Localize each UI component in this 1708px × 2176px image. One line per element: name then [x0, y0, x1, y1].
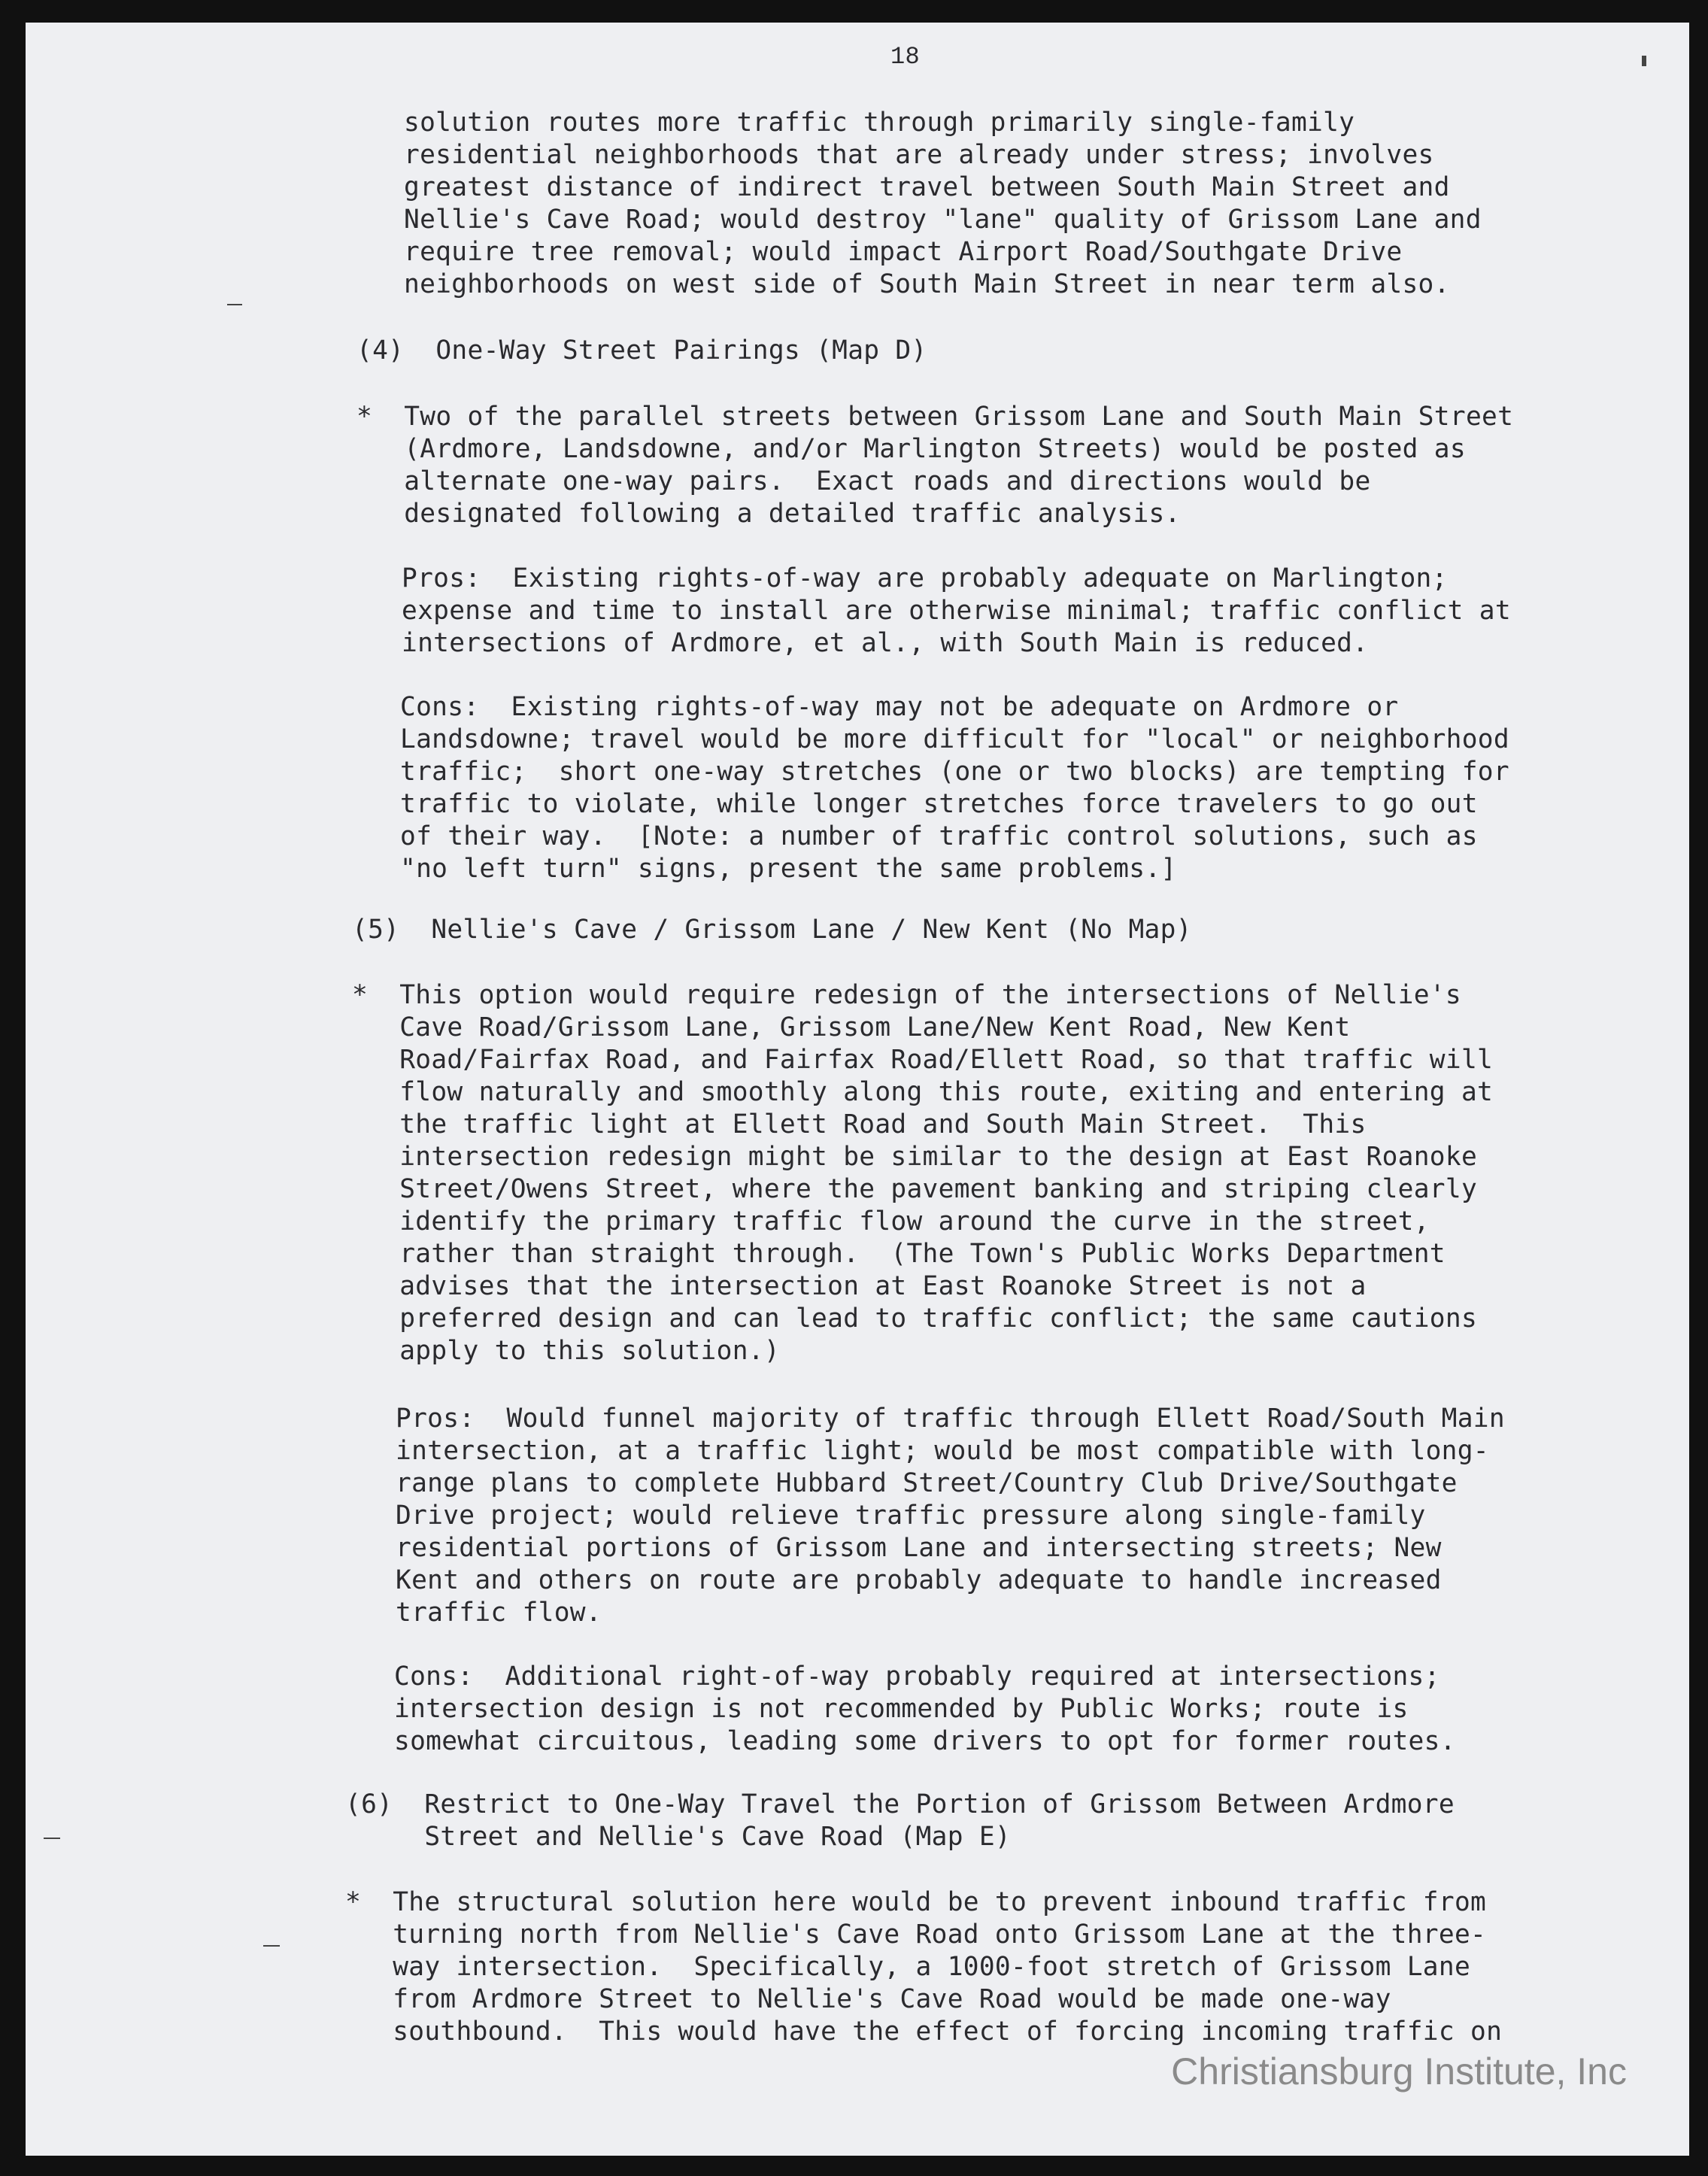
text-line: intersection design is not recommended by Public Works; route is [394, 1694, 1409, 1724]
text-line: of their way. [Note: a number of traffic control solutions, such as [400, 821, 1478, 851]
text-line: residential portions of Grissom Lane and intersecting streets; New [396, 1533, 1442, 1563]
pros-paragraph-4 [402, 563, 1511, 660]
continued-paragraph [404, 107, 1482, 301]
text-line: expense and time to install are otherwise minimal; traffic conflict at [402, 596, 1511, 626]
text-line: traffic to violate, while longer stretches force travelers to go out [400, 789, 1478, 819]
text-line: way intersection. Specifically, a 1000-foot stretch of Grissom Lane [345, 1952, 1471, 1982]
text-line: rather than straight through. (The Town's Public Works Department [352, 1239, 1446, 1269]
margin-mark [263, 1945, 280, 1947]
text-line: Pros: Would funnel majority of traffic through Ellett Road/South Main [396, 1404, 1505, 1434]
section-heading-4 [356, 335, 927, 367]
margin-mark [1642, 56, 1646, 66]
bullet-paragraph-4 [356, 401, 1513, 530]
document-page [26, 23, 1689, 2156]
text-line: * The structural solution here would be to prevent inbound traffic from [345, 1887, 1487, 1917]
text-line: Pros: Existing rights-of-way are probably adequate on Marlington; [402, 563, 1448, 593]
text-line: Road/Fairfax Road, and Fairfax Road/Ellett Road, so that traffic will [352, 1045, 1494, 1075]
text-line: somewhat circuitous, leading some drivers to opt for former routes. [394, 1726, 1456, 1756]
text-line: apply to this solution.) [352, 1336, 780, 1366]
bullet-paragraph-6 [345, 1886, 1502, 2048]
bullet-paragraph-5 [352, 979, 1493, 1367]
text-line: neighborhoods on west side of South Main Street in near term also. [404, 269, 1450, 299]
text-line: advises that the intersection at East Roanoke Street is not a [352, 1271, 1367, 1301]
text-line: Street and Nellie's Cave Road (Map E) [345, 1822, 1011, 1852]
text-line: (4) One-Way Street Pairings (Map D) [356, 335, 927, 366]
text-line: alternate one-way pairs. Exact roads and directions would be [356, 466, 1371, 496]
cons-paragraph-4 [400, 691, 1509, 885]
text-line: southbound. This would have the effect of forcing incoming traffic on [345, 2017, 1503, 2047]
text-line: range plans to complete Hubbard Street/Country Club Drive/Southgate [396, 1468, 1458, 1498]
section-heading-6 [345, 1789, 1455, 1853]
text-line: traffic flow. [396, 1598, 602, 1628]
text-line: intersections of Ardmore, et al., with South Main is reduced. [402, 628, 1369, 658]
text-line: Kent and others on route are probably adequate to handle increased [396, 1565, 1442, 1595]
text-line: traffic; short one-way stretches (one or two blocks) are tempting for [400, 757, 1509, 787]
text-line: "no left turn" signs, present the same problems.] [400, 854, 1177, 884]
text-line: Drive project; would relieve traffic pressure along single-family [396, 1501, 1426, 1531]
cons-paragraph-5 [394, 1661, 1456, 1758]
text-line: solution routes more traffic through primarily single-family [404, 108, 1355, 138]
text-line: (5) Nellie's Cave / Grissom Lane / New Kent (No Map) [352, 915, 1192, 945]
text-line: Cave Road/Grissom Lane, Grissom Lane/New Kent Road, New Kent [352, 1012, 1351, 1042]
margin-mark [44, 1838, 60, 1839]
text-line: turning north from Nellie's Cave Road onto Grissom Lane at the three- [345, 1920, 1487, 1950]
text-line: Cons: Existing rights-of-way may not be adequate on Ardmore or [400, 692, 1399, 722]
watermark: Christiansburg Institute, Inc [1171, 2050, 1627, 2093]
text-line: designated following a detailed traffic analysis. [356, 499, 1181, 529]
text-line: preferred design and can lead to traffic conflict; the same cautions [352, 1303, 1478, 1334]
text-line: Nellie's Cave Road; would destroy "lane" quality of Grissom Lane and [404, 205, 1482, 235]
text-line: intersection, at a traffic light; would be most compatible with long- [396, 1436, 1489, 1466]
margin-mark [227, 304, 242, 305]
text-line: Street/Owens Street, where the pavement banking and striping clearly [352, 1174, 1478, 1204]
text-line: (Ardmore, Landsdowne, and/or Marlington Streets) would be posted as [356, 434, 1466, 464]
pros-paragraph-5 [396, 1403, 1505, 1629]
text-line: intersection redesign might be similar to the design at East Roanoke [352, 1142, 1478, 1172]
text-line: Cons: Additional right-of-way probably required at intersections; [394, 1662, 1440, 1692]
text-line: (6) Restrict to One-Way Travel the Portion of Grissom Between Ardmore [345, 1789, 1455, 1819]
text-line: residential neighborhoods that are already under stress; involves [404, 140, 1434, 170]
text-line: the traffic light at Ellett Road and South Main Street. This [352, 1109, 1367, 1140]
section-heading-5 [352, 914, 1192, 946]
text-line: * This option would require redesign of the intersections of Nellie's [352, 980, 1461, 1010]
text-line: * Two of the parallel streets between Grissom Lane and South Main Street [356, 402, 1514, 432]
text-line: identify the primary traffic flow around the curve in the street, [352, 1206, 1430, 1237]
text-line: from Ardmore Street to Nellie's Cave Road would be made one-way [345, 1984, 1391, 2014]
text-line: Landsdowne; travel would be more difficult for "local" or neighborhood [400, 724, 1509, 754]
text-line: require tree removal; would impact Airport Road/Southgate Drive [404, 237, 1403, 267]
text-line: flow naturally and smoothly along this route, exiting and entering at [352, 1077, 1494, 1107]
page-number: 18 [890, 43, 921, 71]
text-line: greatest distance of indirect travel between South Main Street and [404, 172, 1450, 202]
